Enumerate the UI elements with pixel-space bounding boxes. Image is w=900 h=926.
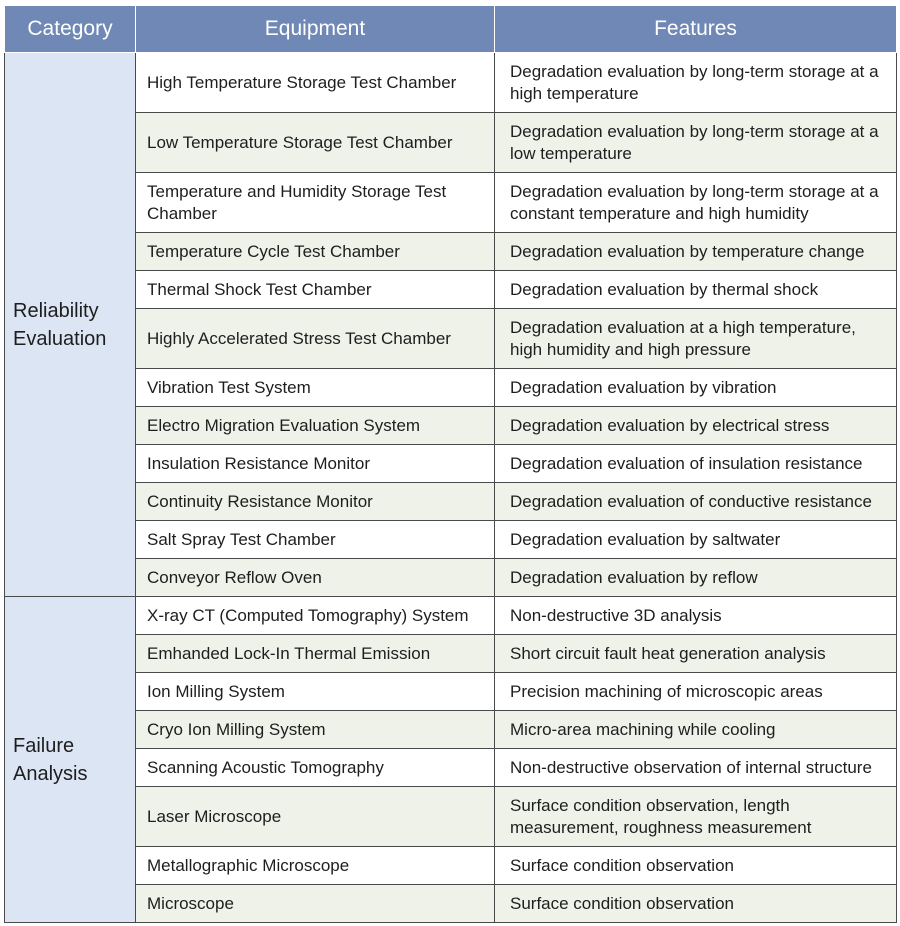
feature-cell: Non-destructive observation of internal structure [495, 749, 897, 787]
equipment-cell: Highly Accelerated Stress Test Chamber [136, 309, 495, 369]
feature-cell: Degradation evaluation at a high temperature, high humidity and high pressure [495, 309, 897, 369]
table-row [5, 847, 897, 885]
equipment-cell: Ion Milling System [136, 673, 495, 711]
table-row [5, 521, 897, 559]
feature-cell: Degradation evaluation by thermal shock [495, 271, 897, 309]
table-row [5, 369, 897, 407]
feature-cell: Micro-area machining while cooling [495, 711, 897, 749]
table-row [5, 483, 897, 521]
feature-cell: Degradation evaluation of insulation resistance [495, 445, 897, 483]
feature-cell: Degradation evaluation by saltwater [495, 521, 897, 559]
table-row [5, 597, 897, 635]
feature-cell: Degradation evaluation by temperature change [495, 233, 897, 271]
table-row [5, 559, 897, 597]
equipment-cell: Microscope [136, 885, 495, 923]
feature-cell: Degradation evaluation by long-term storage at a high temperature [495, 53, 897, 113]
equipment-cell: Scanning Acoustic Tomography [136, 749, 495, 787]
table-row [5, 749, 897, 787]
equipment-cell: Low Temperature Storage Test Chamber [136, 113, 495, 173]
table-row [5, 233, 897, 271]
header-equipment: Equipment [136, 6, 495, 53]
equipment-cell: Insulation Resistance Monitor [136, 445, 495, 483]
feature-cell: Degradation evaluation by long-term storage at a low temperature [495, 113, 897, 173]
table-row [5, 635, 897, 673]
table-row [5, 309, 897, 369]
equipment-cell: Thermal Shock Test Chamber [136, 271, 495, 309]
equipment-table [4, 5, 897, 923]
feature-cell: Degradation evaluation by electrical stress [495, 407, 897, 445]
feature-cell: Degradation evaluation of conductive resistance [495, 483, 897, 521]
equipment-cell: High Temperature Storage Test Chamber [136, 53, 495, 113]
equipment-cell: Temperature and Humidity Storage Test Chamber [136, 173, 495, 233]
table-row [5, 271, 897, 309]
feature-cell: Non-destructive 3D analysis [495, 597, 897, 635]
feature-cell: Surface condition observation [495, 885, 897, 923]
table-row [5, 53, 897, 113]
equipment-cell: Salt Spray Test Chamber [136, 521, 495, 559]
feature-cell: Short circuit fault heat generation analysis [495, 635, 897, 673]
table-body [5, 53, 897, 923]
feature-cell: Precision machining of microscopic areas [495, 673, 897, 711]
feature-cell: Degradation evaluation by vibration [495, 369, 897, 407]
feature-cell: Degradation evaluation by long-term storage at a constant temperature and high humidity [495, 173, 897, 233]
equipment-cell: Cryo Ion Milling System [136, 711, 495, 749]
equipment-cell: Continuity Resistance Monitor [136, 483, 495, 521]
equipment-cell: Electro Migration Evaluation System [136, 407, 495, 445]
equipment-cell: X-ray CT (Computed Tomography) System [136, 597, 495, 635]
table-row [5, 407, 897, 445]
equipment-cell: Laser Microscope [136, 787, 495, 847]
category-cell: Failure Analysis [5, 597, 136, 923]
feature-cell: Degradation evaluation by reflow [495, 559, 897, 597]
table-row [5, 173, 897, 233]
equipment-cell: Metallographic Microscope [136, 847, 495, 885]
header-features: Features [495, 6, 897, 53]
table-row [5, 711, 897, 749]
equipment-cell: Temperature Cycle Test Chamber [136, 233, 495, 271]
table-row [5, 885, 897, 923]
header-row [5, 6, 897, 53]
feature-cell: Surface condition observation, length measurement, roughness measurement [495, 787, 897, 847]
category-cell: Reliability Evaluation [5, 53, 136, 597]
feature-cell: Surface condition observation [495, 847, 897, 885]
equipment-cell: Emhanded Lock-In Thermal Emission [136, 635, 495, 673]
table-row [5, 787, 897, 847]
table-row [5, 445, 897, 483]
equipment-cell: Vibration Test System [136, 369, 495, 407]
table-row [5, 673, 897, 711]
header-category: Category [5, 6, 136, 53]
table-row [5, 113, 897, 173]
equipment-cell: Conveyor Reflow Oven [136, 559, 495, 597]
